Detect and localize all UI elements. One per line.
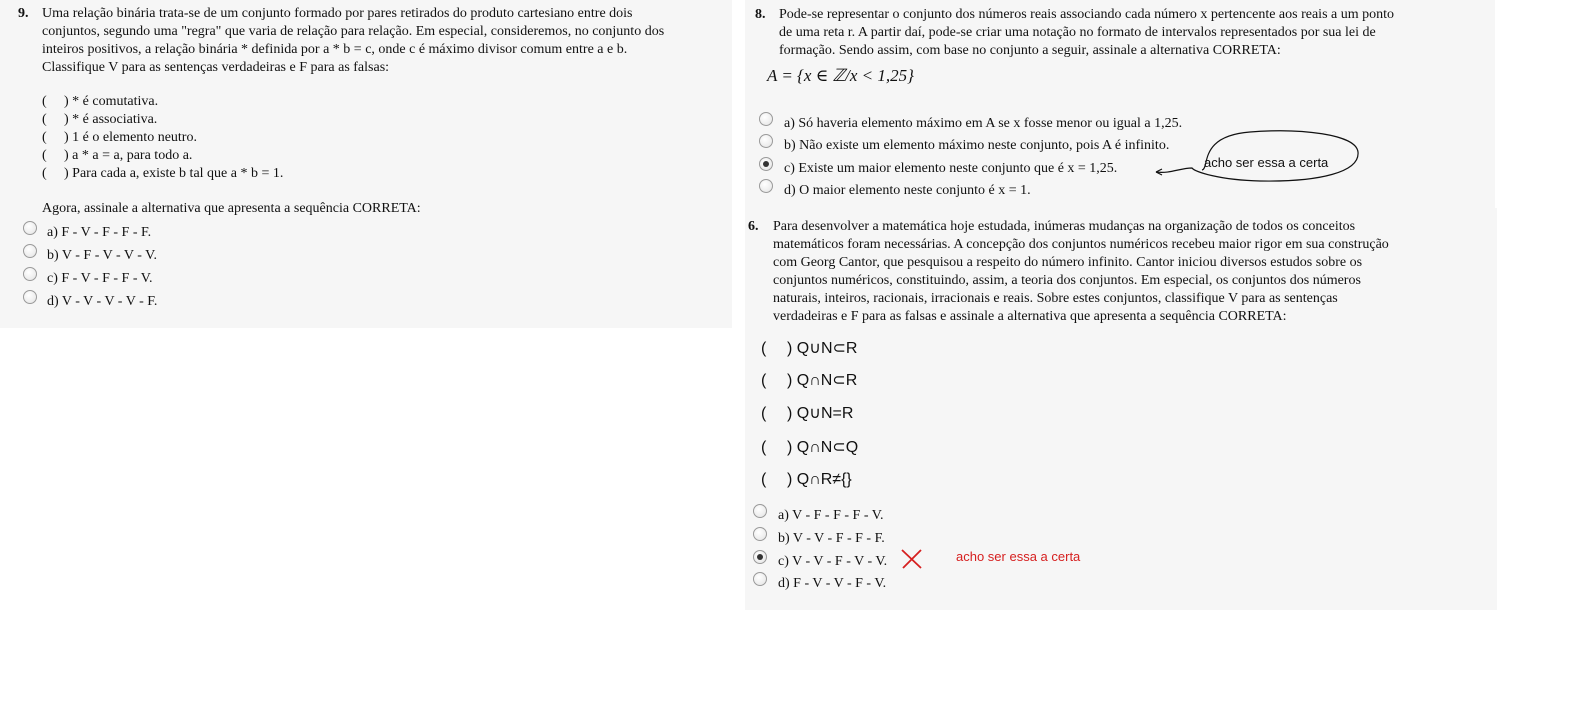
option-b-label[interactable]: b) V - F - V - V - V. bbox=[47, 248, 157, 263]
statement-text: * é comutativa. bbox=[72, 94, 159, 109]
option-c-label[interactable]: c) Existe um maior elemento neste conjunto que é x = 1,25. bbox=[784, 161, 1118, 176]
statement-formula: Q∩N⊂Q bbox=[796, 439, 859, 456]
question-text-line: Para desenvolver a matemática hoje estudada, inúmeras mudanças na organização de todos os conceitos bbox=[773, 219, 1356, 234]
set-statement bbox=[761, 338, 857, 358]
question-text-line: com Georg Cantor, que pesquisou a respeito do número infinito. Cantor iniciou diversos estudos sobre os bbox=[773, 255, 1363, 270]
statement-formula: Q∪N=R bbox=[796, 405, 854, 422]
paren-close: ) bbox=[787, 439, 793, 456]
option-b-label[interactable]: b) Não existe um elemento máximo neste conjunto, pois A é infinito. bbox=[784, 138, 1170, 153]
paren-close: ) bbox=[64, 148, 69, 163]
option-d-radio[interactable] bbox=[759, 179, 773, 193]
option-b-label[interactable]: b) V - V - F - F - F. bbox=[778, 531, 885, 546]
question-text bbox=[42, 5, 664, 77]
cross-mark-icon bbox=[900, 548, 924, 570]
statement-text: Para cada a, existe b tal que a * b = 1. bbox=[72, 166, 284, 181]
option-d-label[interactable]: d) V - V - V - V - F. bbox=[47, 294, 158, 309]
paren-open: ( bbox=[761, 471, 767, 488]
paren-close: ) bbox=[787, 340, 793, 357]
question-8-panel bbox=[745, 0, 1495, 208]
option-a-radio[interactable] bbox=[753, 504, 767, 518]
paren-open: ( bbox=[42, 112, 47, 127]
paren-close: ) bbox=[64, 130, 69, 145]
question-text-line: conjuntos numéricos, constituindo, assim, a teoria dos conjuntos. Em especial, os conjuntos dos números bbox=[773, 273, 1361, 288]
question-9-panel bbox=[0, 0, 732, 328]
question-text-line: formação. Sendo assim, com base no conjunto a seguir, assinale a alternativa CORRETA: bbox=[779, 43, 1281, 58]
paren-close: ) bbox=[787, 372, 793, 389]
paren-close: ) bbox=[787, 405, 793, 422]
paren-close: ) bbox=[64, 166, 69, 181]
statement-formula: Q∩R≠{} bbox=[796, 471, 852, 488]
option-d-radio[interactable] bbox=[753, 572, 767, 586]
paren-open: ( bbox=[42, 166, 47, 181]
question-text-line: Pode-se representar o conjunto dos números reais associando cada número x pertencente aos reais a um ponto bbox=[779, 7, 1395, 22]
statement-formula: Q∩N⊂R bbox=[796, 372, 858, 389]
question-text-line: matemáticos foram necessárias. A concepção dos conjuntos numéricos recebeu maior rigor em sua construção bbox=[773, 237, 1389, 252]
set-statement bbox=[761, 471, 852, 489]
option-a-radio[interactable] bbox=[759, 112, 773, 126]
statement-text: * é associativa. bbox=[72, 112, 158, 127]
question-text bbox=[773, 218, 1389, 326]
red-handwritten-note: acho ser essa a certa bbox=[956, 549, 1081, 564]
statement-text: 1 é o elemento neutro. bbox=[72, 130, 197, 145]
option-c-label[interactable]: c) V - V - F - V - V. bbox=[778, 554, 888, 569]
paren-open: ( bbox=[761, 405, 767, 422]
statement-item bbox=[42, 165, 283, 183]
option-a-label[interactable]: a) Só haveria elemento máximo em A se x fosse menor ou igual a 1,25. bbox=[784, 116, 1183, 131]
option-b-radio[interactable] bbox=[759, 134, 773, 148]
set-expression: A = {x ∈ ℤ/x < 1,25} bbox=[767, 66, 914, 85]
option-c-radio[interactable] bbox=[23, 267, 37, 281]
question-text bbox=[779, 6, 1394, 60]
statement-item bbox=[42, 93, 158, 111]
question-number: 9. bbox=[18, 6, 29, 21]
option-a-label[interactable]: a) V - F - F - F - V. bbox=[778, 508, 884, 523]
option-c-radio-selected[interactable] bbox=[753, 550, 767, 564]
question-text-line: verdadeiras e F para as falsas e assinale a alternativa que apresenta a sequência CORRETA: bbox=[773, 309, 1287, 324]
answer-prompt: Agora, assinale a alternativa que apresenta a sequência CORRETA: bbox=[42, 201, 421, 216]
paren-open: ( bbox=[42, 148, 47, 163]
paren-open: ( bbox=[761, 340, 767, 357]
question-6-panel bbox=[745, 208, 1497, 610]
set-statement bbox=[761, 370, 857, 390]
question-text-line: de uma reta r. A partir daí, pode-se criar uma notação no formato de intervalos representados por sua lei de bbox=[779, 25, 1376, 40]
statement-formula: Q∪N⊂R bbox=[796, 340, 858, 357]
paren-open: ( bbox=[761, 439, 767, 456]
statement-item bbox=[42, 147, 192, 165]
option-c-radio-selected[interactable] bbox=[759, 157, 773, 171]
question-text-line: Classifique V para as sentenças verdadeiras e F para as falsas: bbox=[42, 60, 390, 75]
option-c-label[interactable]: c) F - V - F - F - V. bbox=[47, 271, 153, 286]
question-text-line: naturais, inteiros, racionais, irracionais e reais. Sobre estes conjuntos, classifique V para as sentenças bbox=[773, 291, 1338, 306]
paren-open: ( bbox=[42, 130, 47, 145]
option-d-radio[interactable] bbox=[23, 290, 37, 304]
question-text-line: inteiros positivos, a relação binária * definida por a * b = c, onde c é máximo divisor comum entre a e b. bbox=[42, 42, 628, 57]
statement-item bbox=[42, 129, 197, 147]
paren-open: ( bbox=[42, 94, 47, 109]
handwritten-note: acho ser essa a certa bbox=[1204, 155, 1329, 170]
paren-close: ) bbox=[64, 94, 69, 109]
option-b-radio[interactable] bbox=[23, 244, 37, 258]
question-number: 8. bbox=[755, 7, 766, 22]
paren-close: ) bbox=[64, 112, 69, 127]
paren-close: ) bbox=[787, 471, 793, 488]
question-text-line: conjuntos, segundo uma "regra" que varia de relação para relação. Em especial, consideremos, no conjunto dos bbox=[42, 24, 665, 39]
statement-item bbox=[42, 111, 157, 129]
question-number: 6. bbox=[748, 219, 759, 234]
set-statement bbox=[761, 437, 858, 457]
option-a-radio[interactable] bbox=[23, 221, 37, 235]
question-text-line: Uma relação binária trata-se de um conjunto formado por pares retirados do produto cartesiano entre dois bbox=[42, 6, 633, 21]
option-d-label[interactable]: d) O maior elemento neste conjunto é x = 1. bbox=[784, 183, 1031, 198]
option-b-radio[interactable] bbox=[753, 527, 767, 541]
statement-text: a * a = a, para todo a. bbox=[72, 148, 193, 163]
option-d-label[interactable]: d) F - V - V - F - V. bbox=[778, 576, 887, 591]
set-statement bbox=[761, 403, 853, 423]
paren-open: ( bbox=[761, 372, 767, 389]
option-a-label[interactable]: a) F - V - F - F - F. bbox=[47, 225, 152, 240]
